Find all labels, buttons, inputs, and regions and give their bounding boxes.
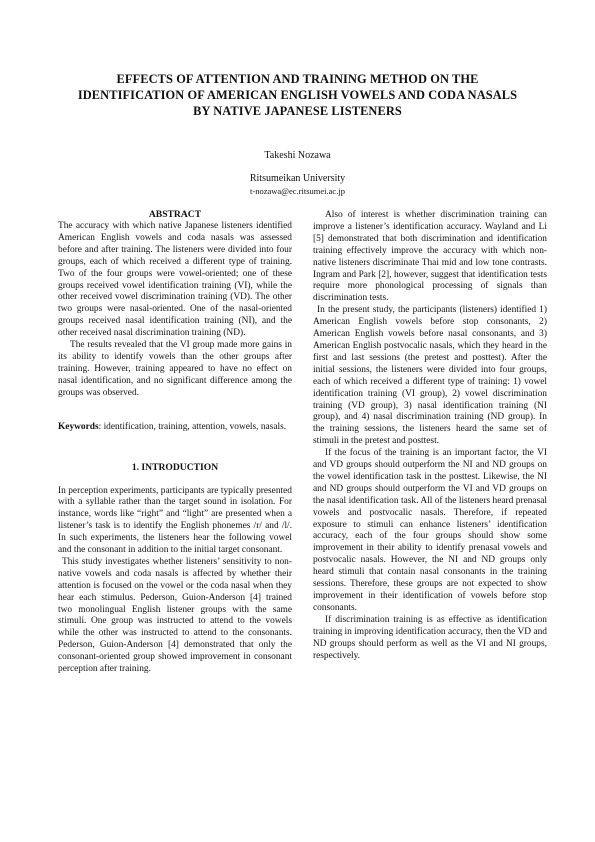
keywords-label: Keywords [58,421,99,432]
body-paragraph: Also of interest is whether discrimination training can improve a listener’s identification accuracy. Wayland and Li [5] demonstrated that both discrimination and identification training effectively improve the accuracy with which non-native listeners discriminate Thai mid and low tone contrasts. Ingram and Park [2], however, suggest that identification tests require more phonological processing of signals than discrimination tests. [313,210,547,304]
body-paragraph: This study investigates whether listeners’ sensitivity to non-native vowels and coda nasals is affected by whether their attention is focused on the vowel or the coda nasal when they hear each stimulus. Pederson, Guion-Anderson [4] trained two monolingual English listener groups with the same stimuli. One group was instructed to attend to the vowels while the other was instructed to attend to the consonants. Pederson, Guion-Anderson [4] demonstrated that only the consonant-oriented group showed improvement in consonant perception after training. [58,556,292,675]
section-heading: 1. INTRODUCTION [131,461,219,473]
left-column [58,209,292,676]
paper-title [40,71,555,119]
keywords-text: : identification, training, attention, vowels, nasals. [98,421,287,432]
body-paragraph: If discrimination training is as effective as identification training in improving identification accuracy, then the VD and ND groups should perform as well as the VI and NI groups, respectively. [313,614,547,661]
body-paragraph: In the present study, the participants (listeners) identified 1) American English vowels before stop consonants, 2) American English vowels before nasal consonants, and 3) American English postvocalic nasals, which they heard in the first and last sessions (the pretest and posttest). After the initial sessions, the listeners were divided into four groups, each of which received a different type of training: 1) vowel identification training (VI group), 2) vowel discrimination training (VD group), 3) nasal identification training (NI group), and 4) nasal discrimination training (ND group). In the training sessions, the listeners heard the same set of stimuli in the pretest and posttest. [313,305,547,447]
title-line: EFFECTS OF ATTENTION AND TRAINING METHOD ON THE [116,72,479,86]
abstract-paragraph: The accuracy with which native Japanese listeners identified American English vowels and coda nasals was assessed before and after training. The listeners were divided into four groups, each of which received a different type of training. Two of the four groups were vowel-oriented; one of these groups received vowel identification training (VI), while the other received vowel discrimination training (VD). The other two groups were nasal-oriented. One of the nasal-oriented groups received nasal identification training (NI), and the other received nasal discrimination training (ND). [58,221,292,339]
right-column [313,210,547,662]
title-line: IDENTIFICATION OF AMERICAN ENGLISH VOWELS AND CODA NASALS [77,88,518,102]
keywords [58,422,292,434]
author-email[interactable]: t-nozawa@ec.ritsumei.ac.jp [250,186,345,196]
abstract-heading: ABSTRACT [148,209,202,220]
author-affiliation: Ritsumeikan University [249,173,346,184]
body-paragraph: In perception experiments, participants are typically presented with a syllable rather than the target sound in isolation. For instance, words like “right” and “light” are presented when a listener’s task is to identify the English phonemes /r/ and /l/. In such experiments, the listeners hear the following vowel and the consonant in addition to the initial target consonant. [58,485,292,556]
author-name: Takeshi Nozawa [264,150,331,161]
title-line: BY NATIVE JAPANESE LISTENERS [193,104,402,118]
body-paragraph: If the focus of the training is an important factor, the VI and VD groups should outperform the NI and ND groups on the vowel identification task in the posttest. Likewise, the NI and ND groups should outperform the VI and VD groups on the nasal identification task. All of the listeners heard prenasal vowels and postvocalic nasals. Therefore, if repeated exposure to stimuli can enhance listeners’ identification accuracy, each of the four groups should show some improvement in their ability to identify prenasal vowels and postvocalic nasals. However, the NI and ND groups only heard stimuli that contain nasal consonants in the training sessions. Therefore, these groups are not expected to show improvement in their identification of vowels before stop consonants. [313,448,547,613]
abstract-paragraph: The results revealed that the VI group made more gains in its ability to identify vowels than the other groups after training. However, training appeared to have no effect on nasal identification, and no significant difference among the groups was observed. [58,340,292,398]
